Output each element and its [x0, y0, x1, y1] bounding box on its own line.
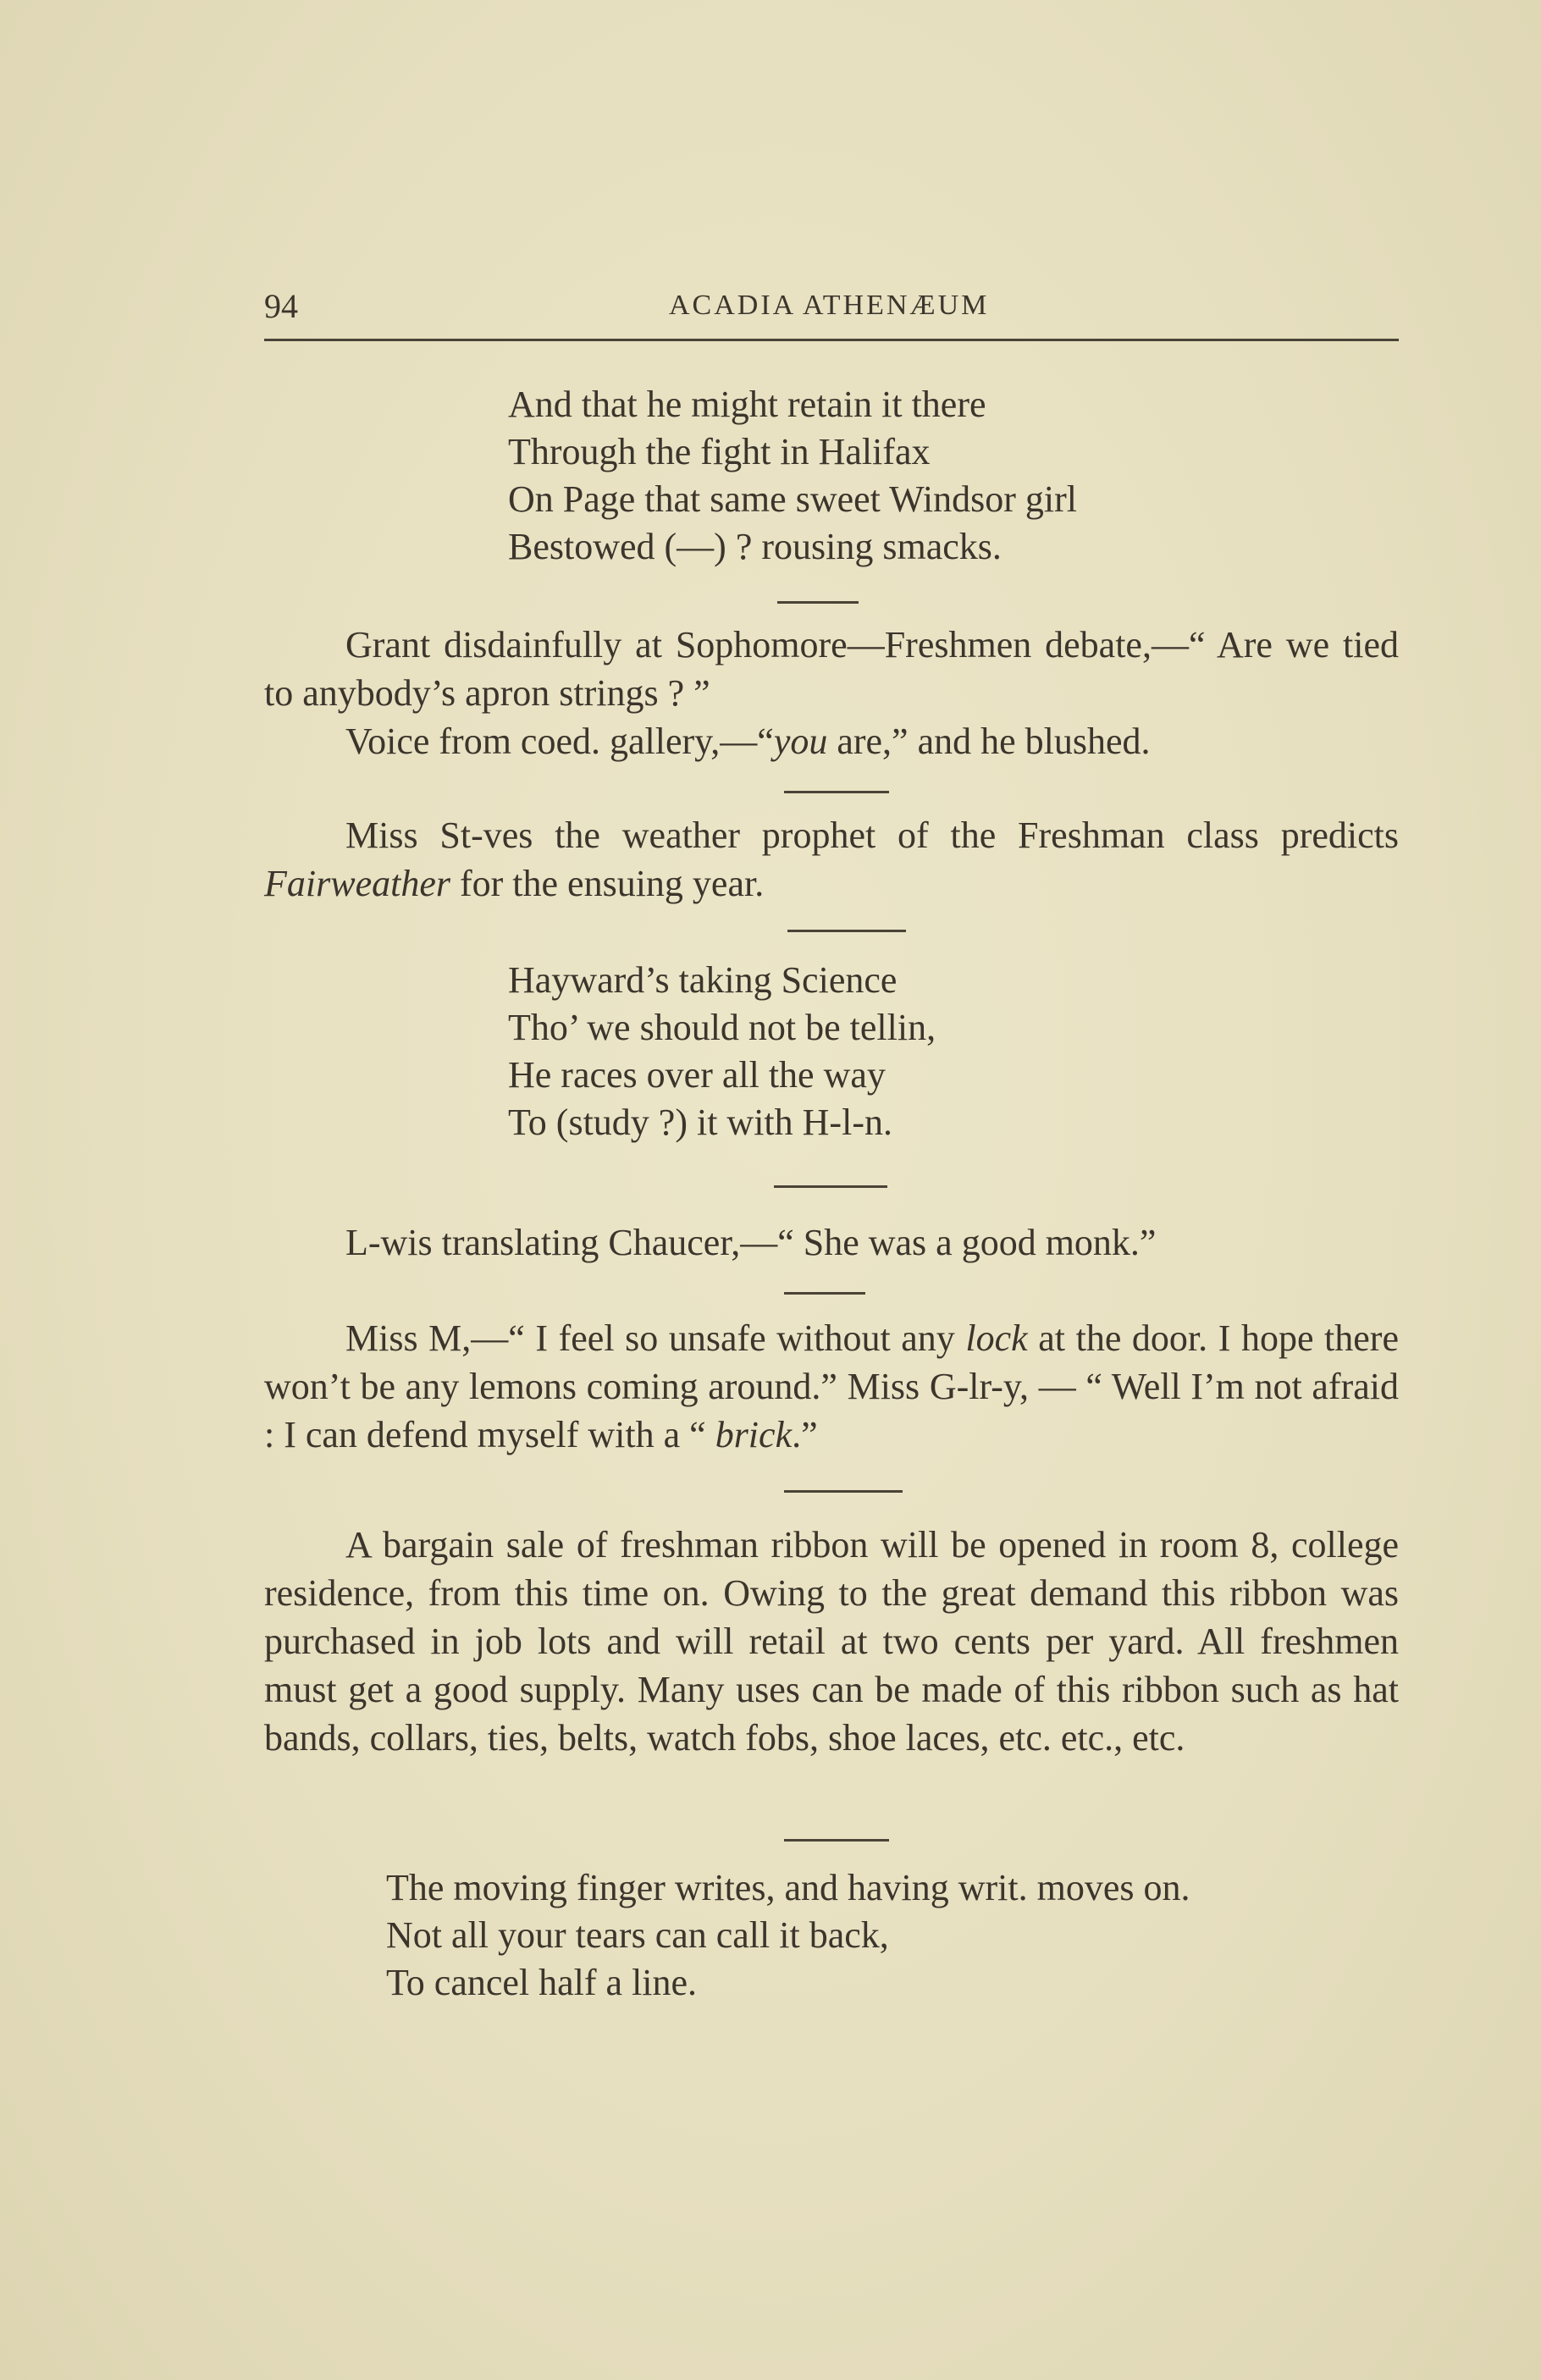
voice-text: Voice from coed. gallery,—“ — [345, 721, 774, 762]
miss-m-text: Miss M,—“ I feel so unsafe without any — [345, 1317, 966, 1359]
miss-m-text-mid: at the door. I hope there won’t be any lemons coming around.” Miss G-lr-y, — “ Well I’m not afraid : I can defend myself with a “ — [264, 1317, 1399, 1455]
section-divider — [774, 1185, 887, 1188]
page-header — [264, 279, 1399, 335]
header-rule — [264, 339, 1399, 341]
paragraph-voice — [345, 718, 1151, 765]
verse-line: To (study ?) it with H-l-n. — [508, 1102, 892, 1143]
verse-line: On Page that same sweet Windsor girl — [508, 478, 1077, 520]
miss-m-text-end: .” — [792, 1414, 818, 1455]
stives-text: Miss St-ves the weather prophet of the Freshman class predicts — [345, 815, 1399, 856]
paragraph-bargain: A bargain sale of freshman ribbon will be opened in room 8, college residence, from this time on. Owing to the great demand this ribbon was purchased in job lots and will retail at two cents per yard. All freshmen must get a good supply. Many uses can be made of this ribbon such as hat bands, collars, ties, belts, watch fobs, shoe laces, etc. etc., etc. — [264, 1524, 1399, 1759]
stanza-moving-finger — [386, 1864, 1190, 2007]
verse-line: Tho’ we should not be tellin, — [508, 1007, 936, 1048]
verse-line: Not all your tears can call it back, — [386, 1914, 889, 1956]
stanza-hayward — [508, 957, 936, 1146]
stives-text-end: for the ensuing year. — [450, 863, 765, 904]
verse-line: He races over all the way — [508, 1054, 886, 1096]
verse-line: To cancel half a line. — [386, 1962, 698, 2003]
stanza-halifax — [508, 381, 1077, 571]
paragraph-miss-m — [264, 1314, 1399, 1459]
section-divider — [784, 791, 889, 793]
miss-m-emphasis: lock — [965, 1317, 1028, 1359]
verse-line: The moving finger writes, and having writ. moves on. — [386, 1867, 1190, 1908]
page-number: 94 — [264, 287, 298, 325]
section-divider — [777, 601, 859, 604]
running-title: ACADIA ATHENÆUM — [669, 290, 990, 321]
verse-line: Hayward’s taking Science — [508, 959, 898, 1001]
paragraph-lewis: L-wis translating Chaucer,—“ She was a good monk.” — [345, 1222, 1157, 1263]
section-divider — [787, 930, 906, 932]
section-divider — [784, 1839, 889, 1842]
verse-line: And that he might retain it there — [508, 384, 986, 425]
verse-line: Through the fight in Halifax — [508, 431, 931, 472]
paragraph-stives — [264, 811, 1399, 908]
stives-emphasis: Fairweather — [264, 863, 450, 904]
verse-line: Bestowed (—) ? rousing smacks. — [508, 526, 1002, 567]
section-divider — [784, 1490, 903, 1493]
grant-text: Grant disdainfully at Sophomore—Freshmen debate,—“ Are we tied to anybody’s apron strings ? ” — [264, 624, 1399, 714]
section-divider — [784, 1292, 865, 1295]
voice-emphasis: you — [773, 721, 828, 762]
paragraph-grant — [264, 621, 1399, 717]
miss-m-emphasis-brick: brick — [715, 1414, 793, 1455]
voice-text-end: are,” and he blushed. — [827, 721, 1151, 762]
